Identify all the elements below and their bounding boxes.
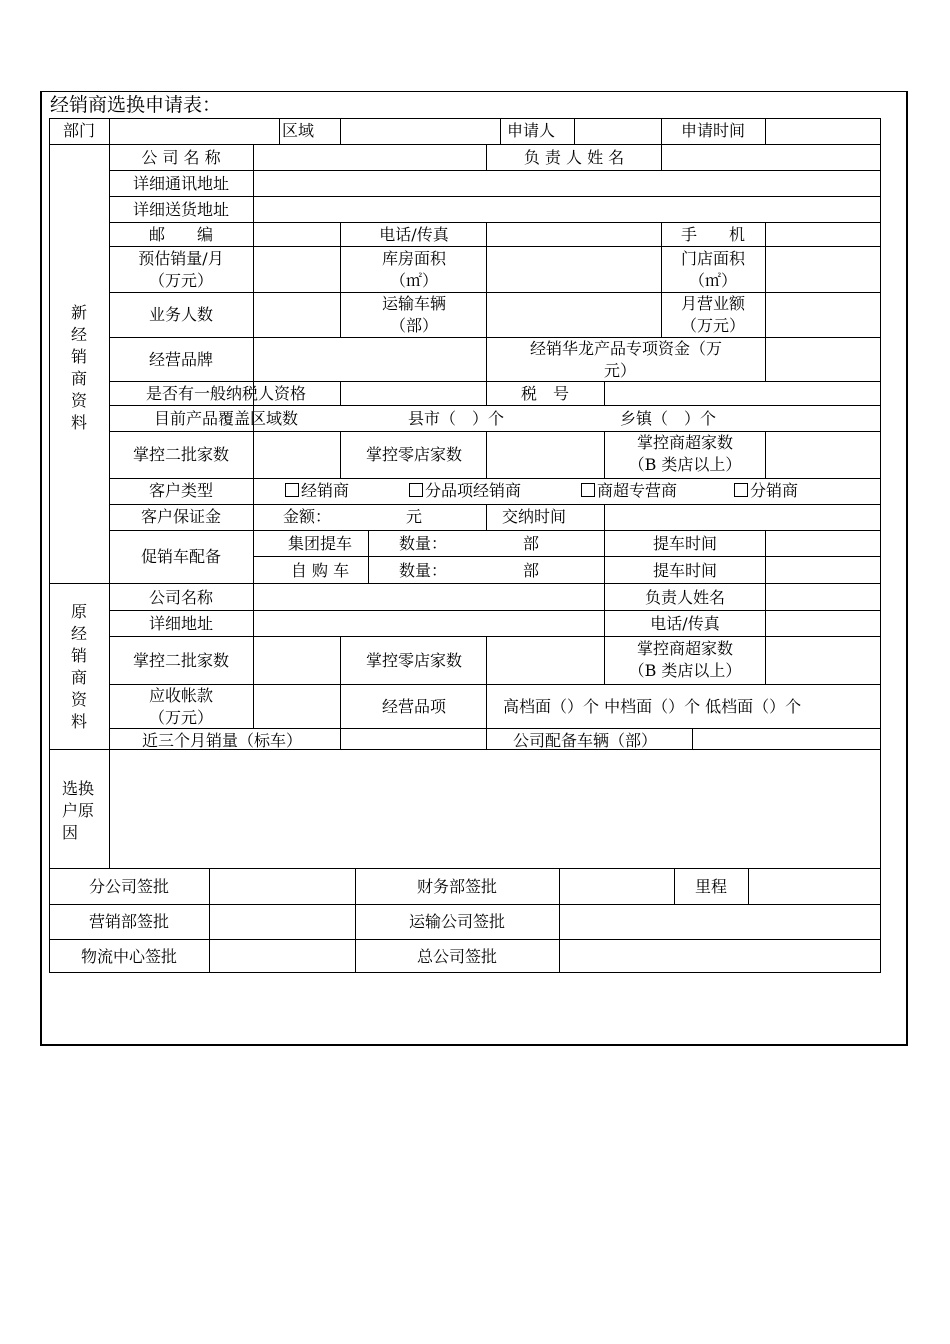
checkbox-icon (409, 483, 423, 497)
apply-time-label: 申请时间 (680, 121, 746, 140)
deposit-label: 客户保证金 (140, 507, 222, 526)
company-vehicles-label: 公司配备车辆（部） (512, 731, 658, 750)
self-qty-label: 数量： (399, 561, 448, 580)
checkbox-icon (581, 483, 595, 497)
logistics-approval-label: 物流中心签批 (80, 947, 178, 966)
monthly-rev-label: 月营业额 (680, 294, 746, 313)
taxpayer-label: 是否有一般纳税人资格 (145, 384, 307, 403)
vehicles-label: 运输车辆 (381, 294, 447, 313)
est-sales-label: 预估销量/月 (138, 249, 224, 268)
group-unit-label: 部 (523, 534, 540, 553)
hq-approval-label: 总公司签批 (416, 947, 498, 966)
recent-sales-label: 近三个月销量（标车） (141, 731, 303, 750)
group-pickup-label: 集团提车 (287, 534, 353, 553)
address-field[interactable] (254, 171, 880, 196)
applicant-label: 申请人 (506, 121, 556, 140)
orig-address-field[interactable] (254, 611, 604, 636)
company-vehicles-field[interactable] (693, 729, 880, 750)
logistics-approval-field[interactable] (210, 940, 355, 973)
group-qty-label: 数量： (399, 534, 448, 553)
delivery-address-field[interactable] (254, 197, 880, 222)
retail-label: 掌控零店家数 (365, 445, 463, 464)
type-distributor-option[interactable] (734, 481, 798, 501)
tax-no-label: 税 号 (520, 384, 570, 403)
orig-company-name-field[interactable] (254, 584, 604, 610)
checkbox-icon (285, 483, 299, 497)
person-name-field[interactable] (662, 145, 880, 170)
dept-label: 部门 (62, 121, 96, 140)
apply-time-field[interactable] (766, 119, 880, 144)
dept-field[interactable] (110, 119, 279, 144)
orig-company-name-label: 公司名称 (148, 588, 214, 607)
reason-label: 选换户原因 (62, 779, 95, 842)
self-unit-label: 部 (523, 561, 540, 580)
form-title: 经销商选换申请表： (50, 94, 222, 116)
mobile-label: 手 机 (680, 225, 746, 244)
hq-approval-field[interactable] (560, 940, 880, 973)
company-name-label: 公 司 名 称 (141, 148, 221, 167)
reason-field[interactable] (110, 750, 880, 868)
orig-person-name-field[interactable] (766, 584, 880, 610)
fund-label: 经销华龙产品专项资金（万 (529, 339, 723, 358)
branch-approval-field[interactable] (210, 869, 355, 904)
coverage-label: 目前产品覆盖区域数 (153, 409, 299, 428)
region-field[interactable] (341, 119, 500, 144)
postcode-label: 邮 编 (148, 225, 214, 244)
store-area-label: 门店面积 (680, 249, 746, 268)
mileage-label: 里程 (694, 877, 728, 896)
warehouse-unit: （㎡） (389, 271, 439, 290)
transport-approval-label: 运输公司签批 (408, 912, 506, 931)
self-pickup-time-label: 提车时间 (652, 561, 718, 580)
type-distributor-text: 分销商 (750, 481, 799, 500)
type-supermarket-text: 商超专营商 (597, 481, 678, 500)
person-name-label: 负 责 人 姓 名 (523, 148, 625, 167)
finance-approval-field[interactable] (560, 869, 674, 904)
receivable-label: 应收帐款 (148, 686, 214, 705)
type-supermarket-option[interactable] (581, 481, 677, 501)
orig-address-label: 详细地址 (148, 614, 214, 633)
transport-approval-field[interactable] (560, 905, 880, 939)
warehouse-label: 库房面积 (381, 249, 447, 268)
supermarket-label: 掌控商超家数 (636, 433, 734, 452)
new-dealer-section-label (69, 302, 89, 434)
recent-sales-field[interactable] (341, 729, 486, 750)
type-split-dealer-text: 分品项经销商 (425, 481, 522, 500)
delivery-address-label: 详细送货地址 (132, 200, 230, 219)
checkbox-icon (734, 483, 748, 497)
orig-phone-fax-field[interactable] (766, 611, 880, 636)
orig-supermarket-label: 掌控商超家数 (636, 639, 734, 658)
region-label: 区域 (281, 121, 315, 140)
town-count: 乡镇（ ）个 (620, 409, 717, 428)
type-dealer-option[interactable] (285, 481, 349, 501)
store-area-unit: （㎡） (688, 271, 738, 290)
orig-second-tier-label: 掌控二批家数 (132, 651, 230, 670)
orig-person-name-label: 负责人姓名 (644, 588, 726, 607)
amount-label: 金额： (283, 507, 332, 526)
second-tier-label: 掌控二批家数 (132, 445, 230, 464)
product-items-label: 经营品项 (381, 697, 447, 716)
mileage-field[interactable] (749, 869, 880, 904)
company-name-field[interactable] (254, 145, 486, 170)
address-label: 详细通讯地址 (132, 174, 230, 193)
marketing-approval-field[interactable] (210, 905, 355, 939)
pay-time-label: 交纳时间 (501, 507, 567, 526)
finance-approval-label: 财务部签批 (416, 877, 498, 896)
customer-type-label: 客户类型 (148, 481, 214, 500)
orig-supermarket-unit: （B 类店以上） (628, 661, 742, 680)
promo-car-label: 促销车配备 (140, 547, 222, 566)
yuan-label: 元 (406, 507, 423, 526)
brand-field[interactable] (254, 338, 486, 381)
branch-approval-label: 分公司签批 (88, 877, 170, 896)
orig-dealer-section-text: 原 经 销 商 资 料 (70, 602, 87, 731)
staff-label: 业务人数 (148, 305, 214, 324)
supermarket-unit: （B 类店以上） (628, 455, 742, 474)
product-grades-text: 高档面（）个 中档面（）个 低档面（）个 (503, 697, 802, 716)
marketing-approval-label: 营销部签批 (88, 912, 170, 931)
type-split-dealer-option[interactable] (409, 481, 521, 501)
est-sales-unit: （万元） (148, 271, 214, 290)
monthly-rev-unit: （万元） (680, 316, 746, 335)
brand-label: 经营品牌 (148, 350, 214, 369)
county-count: 县市（ ）个 (408, 409, 505, 428)
vehicles-unit: （部） (389, 316, 439, 335)
group-pickup-time-label: 提车时间 (652, 534, 718, 553)
phone-fax-label: 电话/传真 (379, 225, 449, 244)
fund-label-2: 元） (603, 361, 637, 380)
new-dealer-section-text: 新 经 销 商 资 料 (70, 303, 87, 432)
orig-retail-label: 掌控零店家数 (365, 651, 463, 670)
pay-time-field[interactable] (605, 505, 880, 530)
self-buy-label: 自 购 车 (290, 561, 350, 580)
orig-dealer-section-label (69, 601, 89, 733)
type-dealer-text: 经销商 (301, 481, 350, 500)
applicant-field[interactable] (575, 119, 661, 144)
receivable-unit: （万元） (148, 708, 214, 727)
orig-phone-fax-label: 电话/传真 (650, 614, 720, 633)
